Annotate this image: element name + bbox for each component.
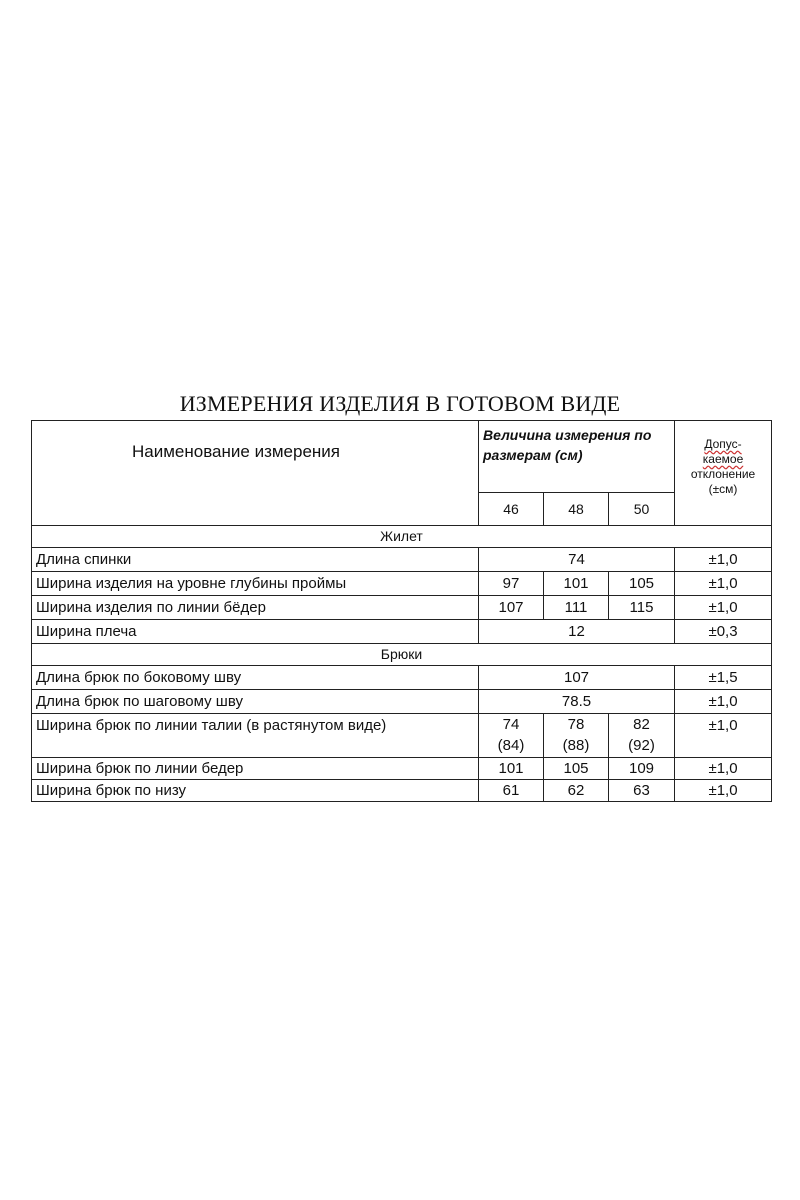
table-row [32,596,772,620]
table-row [32,690,772,714]
row-tolerance: ±1,5 [675,666,772,690]
table-header-row [32,421,772,493]
row-label: Ширина плеча [32,620,479,644]
row-value-50: 105 [609,572,675,596]
section-row [32,644,772,666]
row-value: 78.5 [479,690,675,714]
row-value-46-main: 74 [502,716,520,733]
row-label: Длина спинки [32,548,479,572]
table-row [32,758,772,780]
section-row [32,526,772,548]
section-trousers: Брюки [32,644,772,666]
row-label: Ширина изделия по линии бёдер [32,596,479,620]
row-value-50: 109 [609,758,675,780]
row-value-48: 111 [544,596,609,620]
row-value-46: 107 [479,596,544,620]
row-tolerance: ±1,0 [675,690,772,714]
size-46: 46 [479,493,544,526]
row-label: Ширина изделия на уровне глубины проймы [32,572,479,596]
row-value-48-stretched: (88) [562,737,590,754]
row-tolerance: ±1,0 [675,596,772,620]
row-value-48: 105 [544,758,609,780]
row-value-50-main: 82 [633,716,650,733]
row-value-46 [479,714,544,758]
row-value: 74 [479,548,675,572]
row-value: 12 [479,620,675,644]
document-title: ИЗМЕРЕНИЯ ИЗДЕЛИЯ В ГОТОВОМ ВИДЕ [179,391,621,416]
row-label: Ширина брюк по низу [32,780,479,802]
row-value-50 [609,714,675,758]
row-value-50: 63 [609,780,675,802]
header-tolerance-line3: отклонение [690,467,756,481]
table-row [32,780,772,802]
size-50: 50 [609,493,675,526]
row-value-48: 101 [544,572,609,596]
row-value-50-stretched: (92) [628,737,655,754]
row-value-46: 97 [479,572,544,596]
row-tolerance: ±1,0 [675,758,772,780]
row-value-48 [544,714,609,758]
row-value-50: 115 [609,596,675,620]
header-size-values: Величина измерения по размерам (см) [479,421,675,493]
header-tolerance [675,421,772,526]
header-tolerance-line2: каемое [702,452,744,466]
row-value-48: 62 [544,780,609,802]
row-label: Длина брюк по боковому шву [32,666,479,690]
row-tolerance: ±1,0 [675,780,772,802]
measurements-table [31,420,772,802]
row-tolerance: ±1,0 [675,714,772,758]
header-measurement-name: Наименование измерения [32,421,479,526]
row-label: Ширина брюк по линии талии (в растянутом виде) [32,714,479,758]
section-vest: Жилет [32,526,772,548]
header-tolerance-line4: (±см) [708,482,738,496]
row-value-48-main: 78 [567,716,585,733]
row-value-46-stretched: (84) [497,737,525,754]
header-tolerance-line1: Допус- [704,437,742,451]
row-label: Ширина брюк по линии бедер [32,758,479,780]
row-tolerance: ±1,0 [675,572,772,596]
table-row [32,548,772,572]
table-row [32,620,772,644]
row-value-46: 101 [479,758,544,780]
row-value: 107 [479,666,675,690]
row-value-46: 61 [479,780,544,802]
table-row [32,714,772,758]
size-48: 48 [544,493,609,526]
row-tolerance: ±0,3 [675,620,772,644]
row-tolerance: ±1,0 [675,548,772,572]
table-row [32,572,772,596]
table-row [32,666,772,690]
row-label: Длина брюк по шаговому шву [32,690,479,714]
